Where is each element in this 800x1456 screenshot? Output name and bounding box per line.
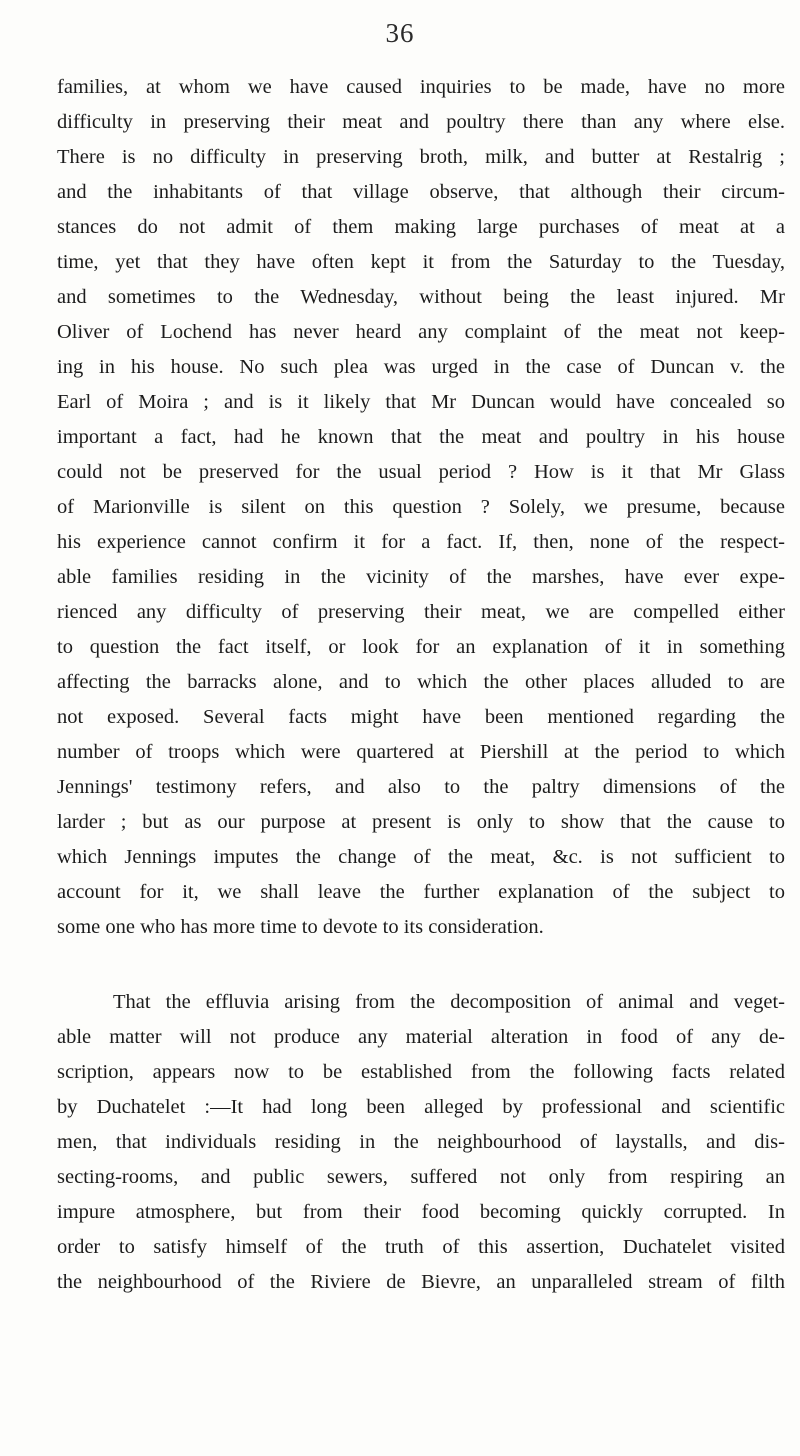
text-line: which Jennings imputes the change of the meat, &c. is not sufficient to [57,846,785,868]
text-line: affecting the barracks alone, and to which the other places alluded to are [57,671,785,693]
text-line: families, at whom we have caused inquiries to be made, have no more [57,76,785,98]
text-line: time, yet that they have often kept it from the Saturday to the Tuesday, [57,251,785,273]
text-line: scription, appears now to be established from the following facts related [57,1061,785,1083]
text-line: larder ; but as our purpose at present is only to show that the cause to [57,811,785,833]
text-line: could not be preserved for the usual period ? How is it that Mr Glass [57,461,785,483]
text-line: important a fact, had he known that the meat and poultry in his house [57,426,785,448]
text-line: Oliver of Lochend has never heard any complaint of the meat not keep- [57,321,785,343]
text-line: secting-rooms, and public sewers, suffered not only from respiring an [57,1166,785,1188]
text-line: stances do not admit of them making large purchases of meat at a [57,216,785,238]
text-line: of Marionville is silent on this question ? Solely, we presume, because [57,496,785,518]
text-line: by Duchatelet :—It had long been alleged by professional and scientific [57,1096,785,1118]
text-line: some one who has more time to devote to its consideration. [57,916,544,938]
text-line: and the inhabitants of that village observe, that although their circum- [57,181,785,203]
text-line: to question the fact itself, or look for an explanation of it in something [57,636,785,658]
text-line: and sometimes to the Wednesday, without being the least injured. Mr [57,286,785,308]
text-line: order to satisfy himself of the truth of this assertion, Duchatelet visited [57,1236,785,1258]
text-line: not exposed. Several facts might have been mentioned regarding the [57,706,785,728]
page-number: 36 [385,18,415,48]
text-line: number of troops which were quartered at Piershill at the period to which [57,741,785,763]
text-line: able matter will not produce any material alteration in food of any de- [57,1026,785,1048]
text-line: men, that individuals residing in the neighbourhood of laystalls, and dis- [57,1131,785,1153]
text-line: the neighbourhood of the Riviere de Bievre, an unparalleled stream of filth [57,1271,785,1293]
text-line: his experience cannot confirm it for a fact. If, then, none of the respect- [57,531,785,553]
text-line: able families residing in the vicinity of the marshes, have ever expe- [57,566,785,588]
text-line: There is no difficulty in preserving broth, milk, and butter at Restalrig ; [57,146,785,168]
text-line: ing in his house. No such plea was urged in the case of Duncan v. the [57,356,785,378]
text-line: impure atmosphere, but from their food becoming quickly corrupted. In [57,1201,785,1223]
text-line: Earl of Moira ; and is it likely that Mr Duncan would have concealed so [57,391,785,413]
text-line: Jennings' testimony refers, and also to the paltry dimensions of the [57,776,785,798]
text-line: That the effluvia arising from the decomposition of animal and veget- [113,991,785,1013]
text-line: difficulty in preserving their meat and poultry there than any where else. [57,111,785,133]
text-line: account for it, we shall leave the further explanation of the subject to [57,881,785,903]
text-line: rienced any difficulty of preserving their meat, we are compelled either [57,601,785,623]
